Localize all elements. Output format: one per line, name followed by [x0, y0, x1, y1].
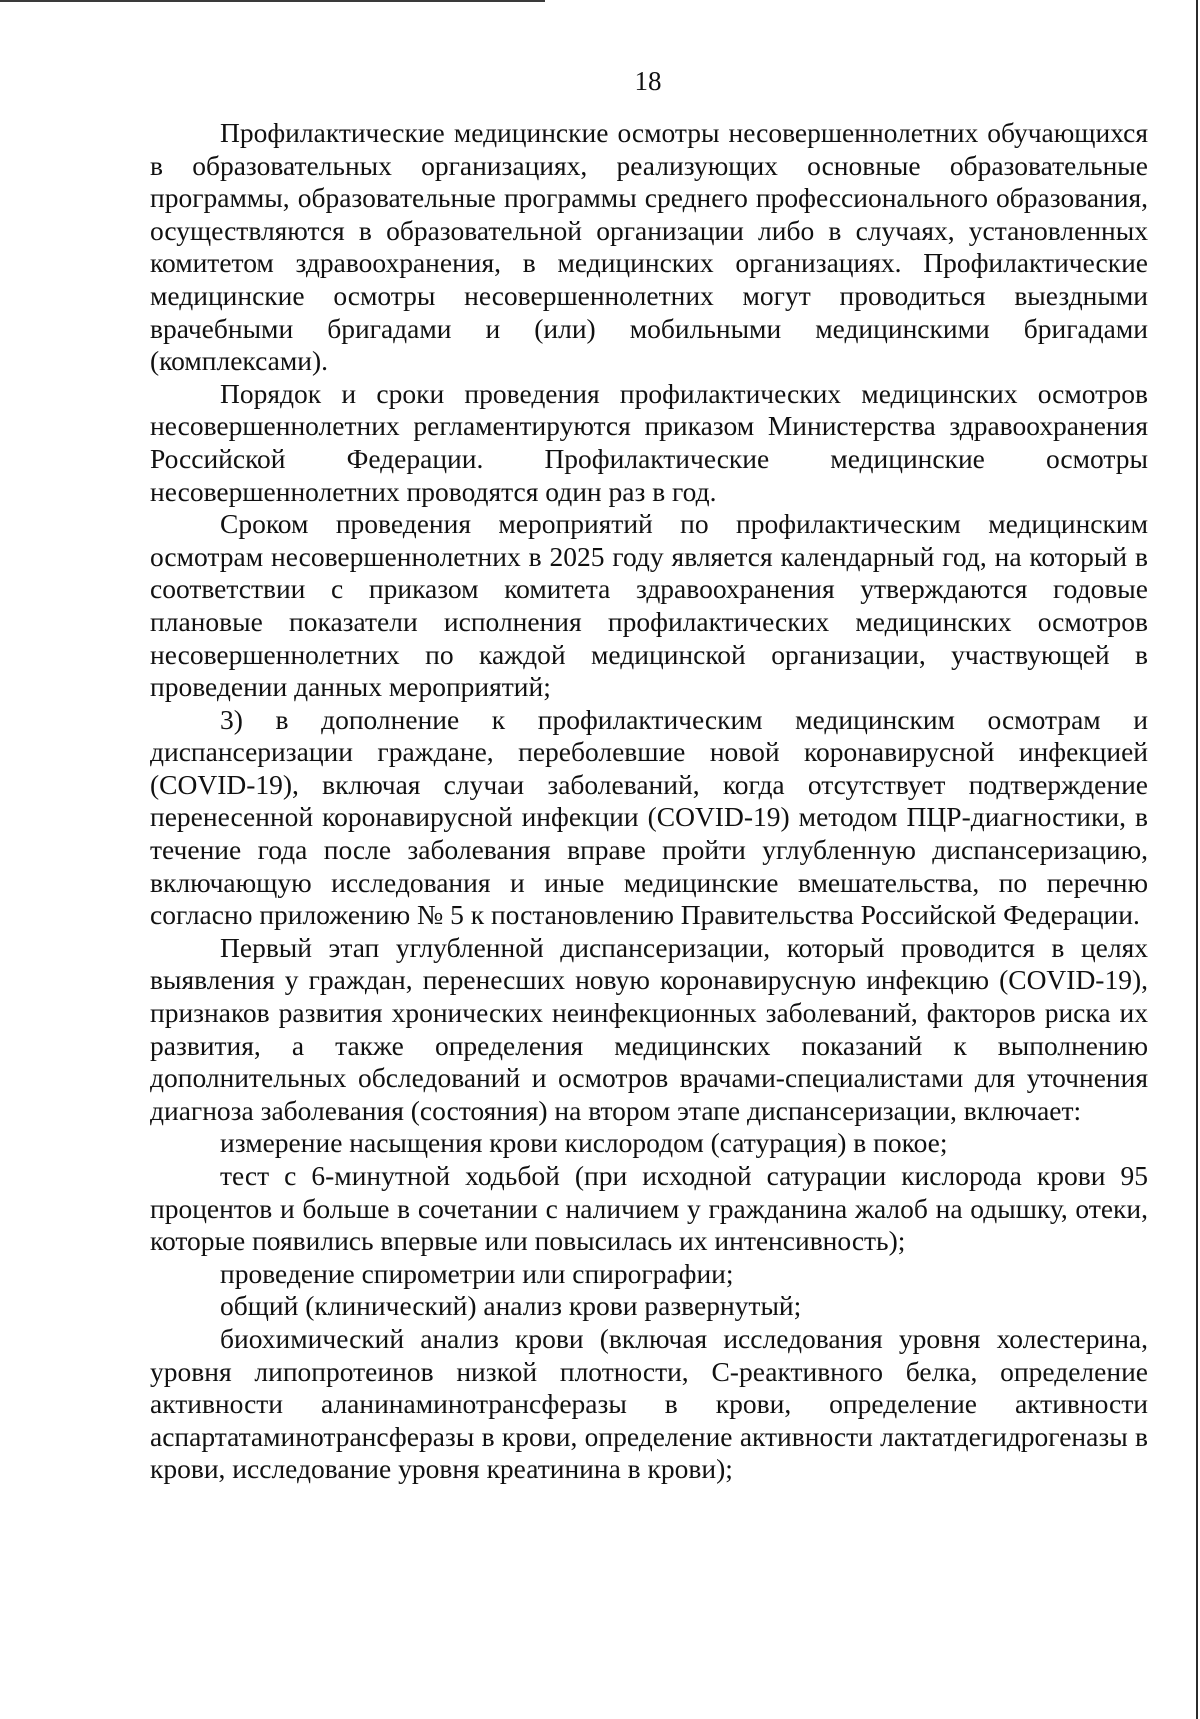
list-item-blood-test: общий (клинический) анализ крови развернутый; — [220, 1290, 802, 1322]
scan-top-edge — [0, 0, 545, 2]
paragraph-item-3-covid: 3) в дополнение к профилактическим медицинским осмотрам и диспансеризации граждане, переболевшие новой коронавирусной инфекцией (COVID-19), включая случаи заболеваний, когда отсутствует подтверждение перенесенной коронавирусной инфекции (COVID-19) методом ПЦР-диагностики, в течение года после заболевания вправе пройти углубленную диспансеризацию, включающую исследования и иные медицинские вмешательства, по перечню согласно приложению № 5 к постановлению Правительства Российской Федерации. — [150, 703, 1148, 931]
page-number: 18 — [634, 66, 662, 96]
list-item-saturation: измерение насыщения крови кислородом (сатурация) в покое; — [220, 1127, 948, 1159]
paragraph-exam-procedure: Порядок и сроки проведения профилактических медицинских осмотров несовершеннолетних регламентируются приказом Министерства здравоохранения Российской Федерации. Профилактические медицинские осмотры несовершеннолетних проводятся один раз в год. — [150, 377, 1148, 507]
document-body — [150, 117, 1148, 1486]
scan-right-edge — [1196, 0, 1198, 1719]
paragraph-exam-period: Сроком проведения мероприятий по профилактическим медицинским осмотрам несовершеннолетних в 2025 году является календарный год, на который в соответствии с приказом комитета здравоохранения утверждаются годовые плановые показатели исполнения профилактических медицинских осмотров несовершеннолетних по каждой медицинской организации, участвующей в проведении данных мероприятий; — [150, 508, 1148, 703]
paragraph-preventive-exams-location: Профилактические медицинские осмотры несовершеннолетних обучающихся в образовательных организациях, реализующих основные образовательные программы, образовательные программы среднего профессионального образования, осуществляются в образовательной организации либо в случаях, установленных комитетом здравоохранения, в медицинских организациях. Профилактические медицинские осмотры несовершеннолетних могут проводиться выездными врачебными бригадами и (или) мобильными медицинскими бригадами (комплексами). — [150, 117, 1148, 377]
paragraph-first-stage: Первый этап углубленной диспансеризации, который проводится в целях выявления у граждан, перенесших новую коронавирусную инфекцию (COVID-19), признаков развития хронических неинфекционных заболеваний, факторов риска их развития, а также определения медицинских показаний к выполнению дополнительных обследований и осмотров врачами-специалистами для уточнения диагноза заболевания (состояния) на втором этапе диспансеризации, включает: — [150, 931, 1148, 1126]
list-item-spirometry: проведение спирометрии или спирографии; — [220, 1257, 734, 1289]
list-item-walk-test: тест с 6-минутной ходьбой (при исходной сатурации кислорода крови 95 процентов и больше в сочетании с наличием у гражданина жалоб на одышку, отеки, которые появились впервые или повысилась их интенсивность); — [150, 1160, 1148, 1257]
list-item-biochemistry: биохимический анализ крови (включая исследования уровня холестерина, уровня липопротеинов низкой плотности, С-реактивного белка, определение активности аланинаминотрансферазы в крови, определение активности аспартатаминотрансферазы в крови, определение активности лактатдегидрогеназы в крови, исследование уровня креатинина в крови); — [150, 1322, 1148, 1485]
